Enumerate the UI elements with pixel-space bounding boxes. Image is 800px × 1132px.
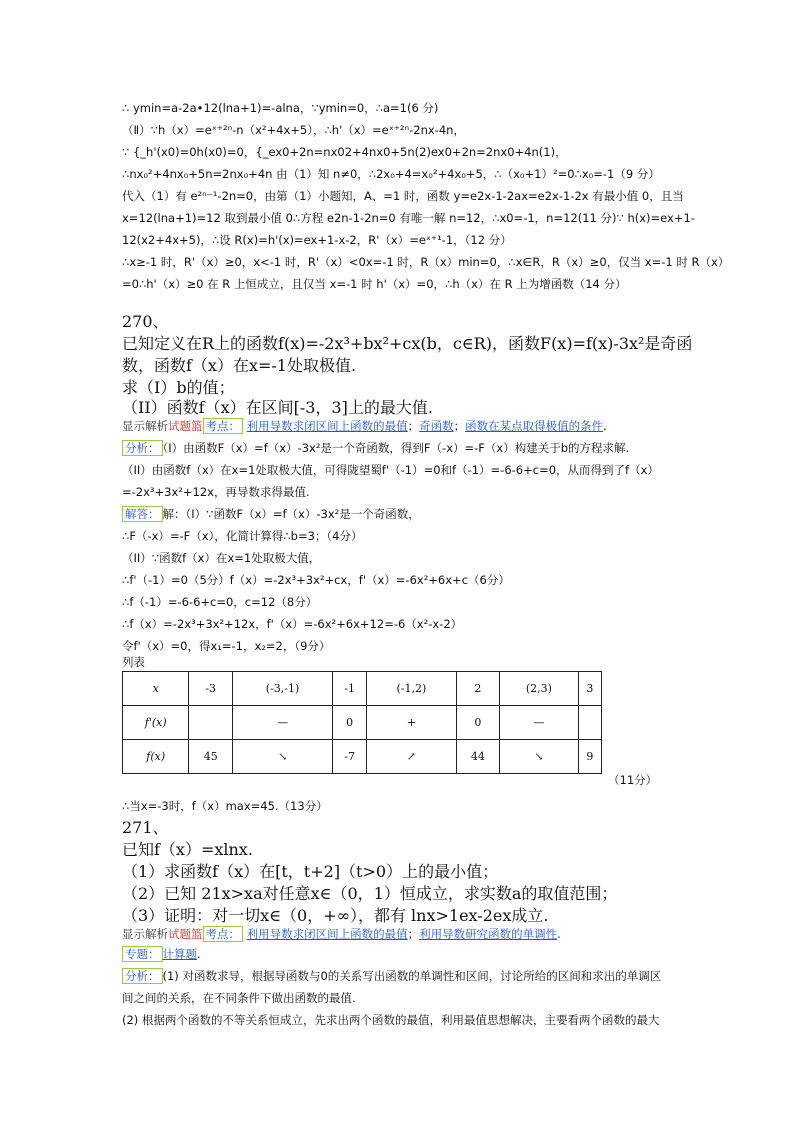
problem-270-analysis-1 [122, 440, 629, 456]
knowledge-point-tag: 考点： [203, 926, 244, 942]
table-cell: (-1,2) [367, 672, 456, 706]
problem-270-meta: 显示解析试题篮 考点： 利用导数求闭区间上函数的最值；奇函数；函数在某点取得极值的条件. [122, 419, 607, 433]
show-analysis-link[interactable]: 显示解析 [122, 419, 168, 433]
solution-line-6: x=12(lna+1)=12 取到最小值 0∴方程 e2n-1-2n=0 有唯一解 n=12，∴x0=-1，n=12(11 分)∵ h(x)=ex+1- [122, 211, 695, 225]
problem-270-answer-4: ∴f'（-1）=0（5分）f（x）=-2x³+3x²+cx，f'（x）=-6x²+6x+c（6分） [122, 573, 510, 587]
problem-270-answer-6: ∴f（x）=-2x³+3x²+12x，f'（x）=-6x²+6x+12=-6（x²-x-2） [122, 617, 463, 631]
solution-line-1: ∴ ymin=a-2a•12(lna+1)=-alna，∵ymin=0，∴a=1(6 分) [122, 101, 439, 115]
table-cell: 9 [578, 740, 601, 774]
problem-270-number: 270、 [122, 312, 169, 331]
problem-271-analysis-3: (2) 根据两个函数的不等关系恒成立，先求出两个函数的最值，利用最值思想解决，主要看两个函数的最大 [122, 1013, 660, 1027]
table-row [123, 740, 602, 774]
table-cell: 0 [333, 706, 367, 740]
solution-line-7: 12(x2+4x+5)，∴设 R(x)=h'(x)=ex+1-x-2，R'（x）=eˣ⁺¹-1，（12 分） [122, 233, 512, 247]
variation-table [122, 671, 602, 774]
knowledge-point-tag: 考点： [203, 418, 244, 434]
problem-271-question-3: （3）证明：对一切x∈（0，+∞），都有 lnx>1ex-2ex成立. [122, 906, 549, 925]
table-cell: 45 [189, 740, 233, 774]
table-cell: 2 [456, 672, 500, 706]
question-basket-link[interactable]: 试题篮 [168, 419, 203, 433]
table-cell: 0 [456, 706, 500, 740]
analysis-text-1: （I）由函数F（x）=f（x）-3x²是一个奇函数，得到F（-x）=-F（x）构建关于b的方程求解. [162, 441, 630, 455]
problem-271-number: 271、 [122, 818, 169, 837]
question-basket-link[interactable]: 试题篮 [168, 927, 203, 941]
table-cell: + [367, 706, 456, 740]
table-row [123, 672, 602, 706]
knowledge-link-1[interactable]: 利用导数求闭区间上函数的最值 [246, 927, 408, 941]
problem-270-analysis-3: =-2x³+3x²+12x，再导数求得最值. [122, 485, 310, 499]
table-cell: -1 [333, 672, 367, 706]
table-cell: 3 [578, 672, 601, 706]
topic-link[interactable]: 计算题 [162, 947, 197, 961]
problem-270-answer-8: 列表 [122, 655, 145, 669]
table-cell [189, 706, 233, 740]
problem-271-question-2: （2）已知 21x>xa对任意x∈（0，1）恒成立，求实数a的取值范围； [122, 884, 618, 903]
table-cell: ↘ [232, 740, 332, 774]
problem-270-answer-2: ∴F（-x）=-F（x），化简计算得∴b=3；（4分） [122, 529, 363, 543]
table-cell: x [123, 672, 189, 706]
problem-270-analysis-2: （II）由函数f（x）在x=1处取极大值，可得陇望蜀f'（-1）=0和f（-1）=-6-6+c=0，从而得到了f（x） [122, 463, 659, 477]
answer-tag: 解答： [122, 506, 163, 522]
knowledge-link-2[interactable]: 利用导数研究函数的单调性 [419, 927, 558, 941]
table-cell: (-3,-1) [232, 672, 332, 706]
table-cell: -3 [189, 672, 233, 706]
table-row [123, 706, 602, 740]
problem-271-question-1: （1）求函数f（x）在[t，t+2]（t>0）上的最小值； [122, 862, 499, 881]
table-cell: -7 [333, 740, 367, 774]
solution-line-4: ∴nx₀²+4nx₀+5n=2nx₀+4n 由（1）知 n≠0，∴2x₀+4=x₀²+4x₀+5，∴（x₀+1）²=0∴x₀=-1（9 分） [122, 167, 660, 181]
table-cell: (2,3) [500, 672, 579, 706]
knowledge-link-1[interactable]: 利用导数求闭区间上函数的最值 [246, 419, 408, 433]
problem-270-answer-1 [122, 506, 420, 522]
analysis-text-1: (1) 对函数求导，根据导函数与0的关系写出函数的单调性和区间，讨论所给的区间和求出的单调区 [162, 969, 662, 983]
knowledge-link-2[interactable]: 奇函数 [419, 419, 454, 433]
problem-271-analysis-1 [122, 968, 661, 984]
table-cell: — [500, 706, 579, 740]
table-cell [578, 706, 601, 740]
table-cell: ↘ [500, 740, 579, 774]
topic-tag: 专题： [122, 946, 163, 962]
problem-270-answer-5: ∴f（-1）=-6-6+c=0，c=12（8分） [122, 595, 318, 609]
knowledge-link-3[interactable]: 函数在某点取得极值的条件 [465, 419, 604, 433]
problem-270-answer-3: （II）∵函数f（x）在x=1处取极大值， [122, 551, 321, 565]
solution-line-2: （Ⅱ）∵h（x）=eˣ⁺²ⁿ-n（x²+4x+5），∴h'（x）=eˣ⁺²ⁿ-2nx-4n， [122, 123, 465, 137]
solution-line-5: 代入（1）有 e²ⁿ⁻¹-2n=0，由第（1）小题知，A、=1 时，函数 y=e2x-1-2ax=e2x-1-2x 有最小值 0，且当 [122, 189, 684, 203]
show-analysis-link[interactable]: 显示解析 [122, 927, 168, 941]
problem-270-question-1: 求（I）b的值； [122, 378, 235, 397]
table-cell: f(x) [123, 740, 189, 774]
analysis-tag: 分析： [122, 968, 163, 984]
solution-line-3: ∵ {_h'(x0)=0h(x0)=0，{_ex0+2n=nx02+4nx0+5n(2)ex0+2n=2nx0+4n(1)， [122, 145, 567, 159]
problem-271-topic: 专题： 计算题. [122, 946, 201, 962]
problem-271-analysis-2: 间之间的关系，在不同条件下做出函数的最值. [122, 991, 356, 1005]
problem-271-meta: 显示解析试题篮 考点： 利用导数求闭区间上函数的最值；利用导数研究函数的单调性. [122, 927, 561, 941]
problem-270-question-2: （II）函数f（x）在区间[-3，3]上的最大值. [122, 398, 433, 417]
solution-line-8: ∴x≥-1 时，R'（x）≥0，x<-1 时，R'（x）<0x=-1 时，R（x）min=0，∴x∈R，R（x）≥0，仅当 x=-1 时 R（x） [122, 255, 730, 269]
solution-line-9: =0∴h'（x）≥0 在 R 上恒成立，且仅当 x=-1 时 h'（x）=0，∴h（x）在 R 上为增函数（14 分） [122, 277, 627, 291]
table-score: （11分） [608, 773, 658, 787]
table-cell: — [232, 706, 332, 740]
problem-270-answer-7: 令f'（x）=0，得x₁=-1，x₂=2，（9分） [122, 639, 331, 653]
table-cell: ↗ [367, 740, 456, 774]
problem-270-stem-2: 数，函数f（x）在x=-1处取极值. [122, 356, 357, 375]
table-cell: 44 [456, 740, 500, 774]
problem-270-stem-1: 已知定义在R上的函数f(x)=-2x³+bx²+cx(b，c∈R)，函数F(x)=f(x)-3x²是奇函 [122, 334, 693, 353]
analysis-tag: 分析： [122, 440, 163, 456]
problem-270-conclusion: ∴当x=-3时，f（x）max=45.（13分） [122, 799, 328, 813]
table-cell: f'(x) [123, 706, 189, 740]
problem-271-stem: 已知f（x）=xlnx. [122, 840, 253, 859]
answer-text-1: 解：（I）∵函数F（x）=f（x）-3x²是一个奇函数， [162, 507, 420, 521]
